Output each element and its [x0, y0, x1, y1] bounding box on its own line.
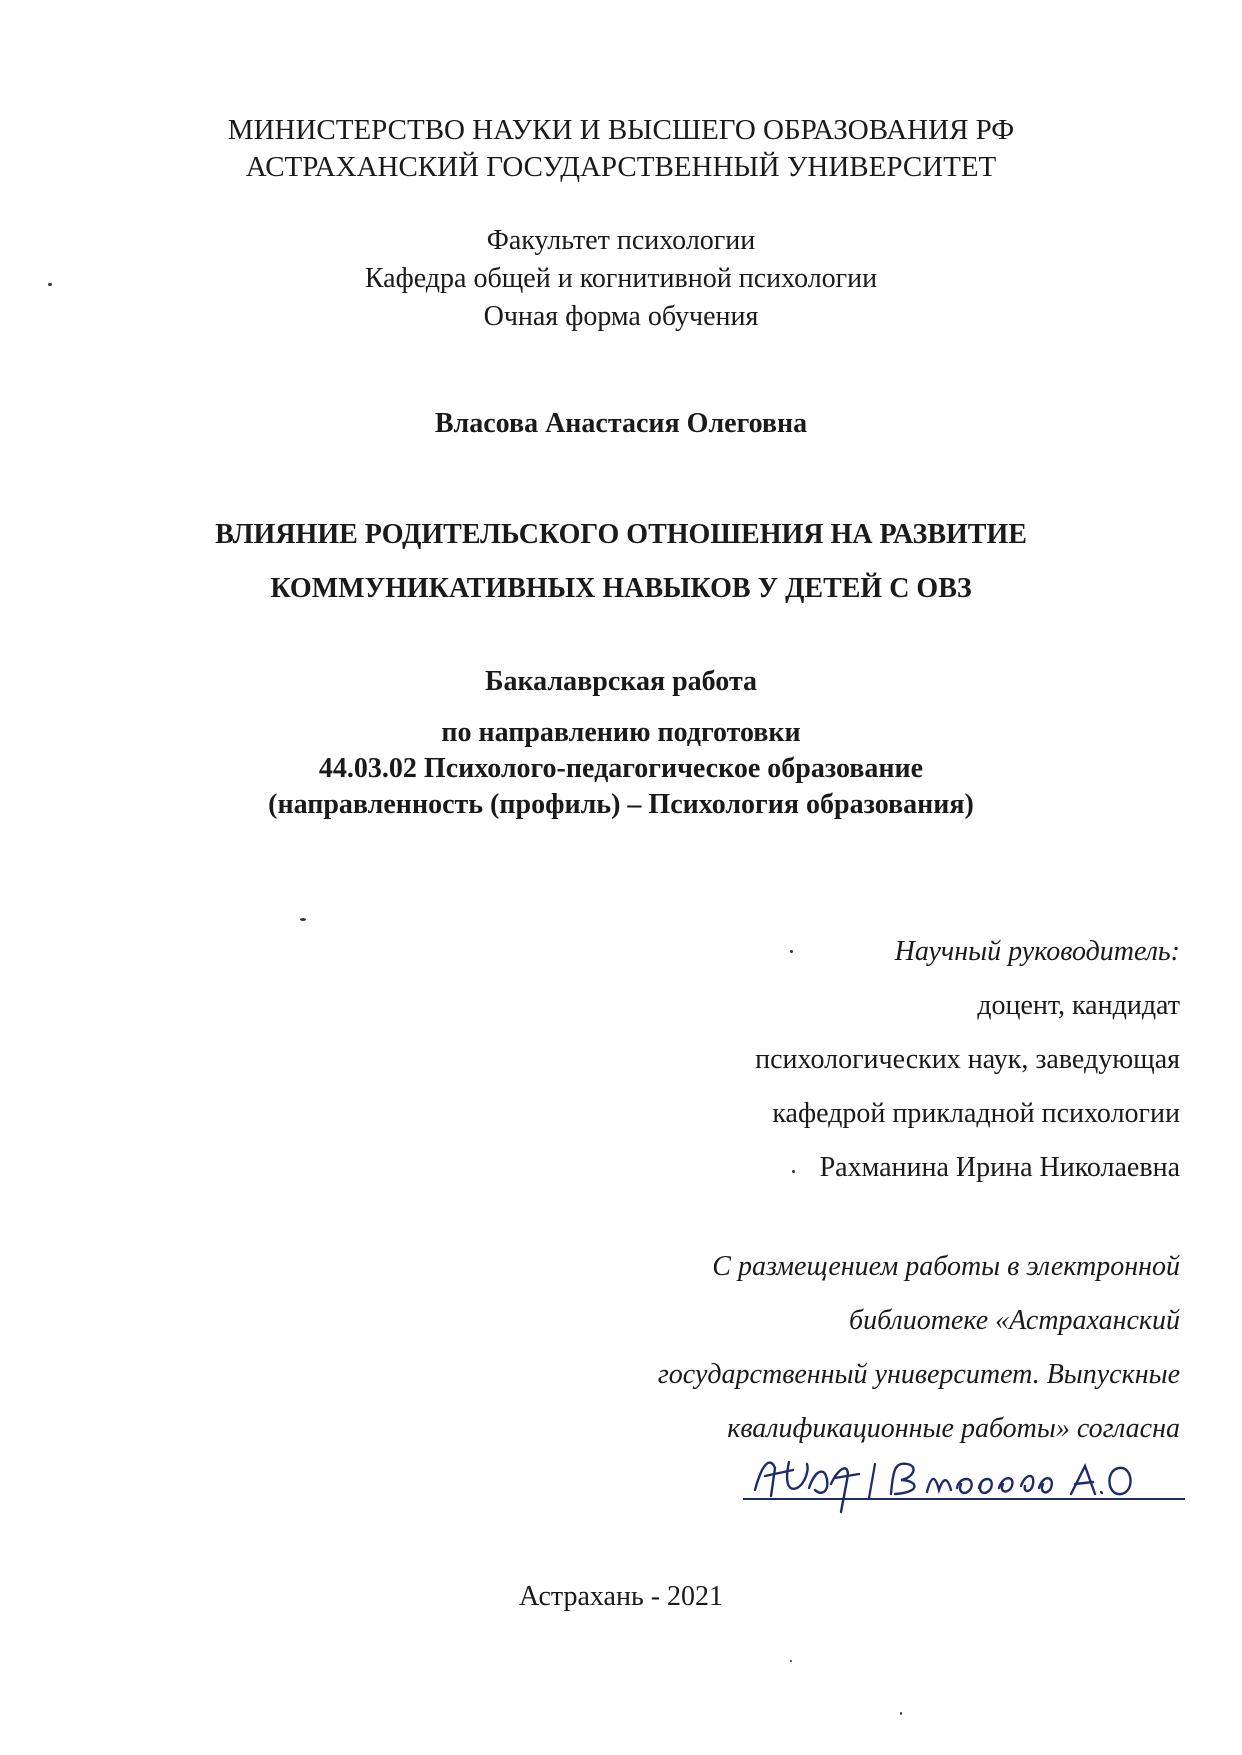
signature-surname	[891, 1464, 1052, 1494]
thesis-title	[0, 508, 1242, 616]
study-form: Очная форма обучения	[483, 301, 759, 332]
thesis-title-line-1: ВЛИЯНИЕ РОДИТЕЛЬСКОГО ОТНОШЕНИЯ НА РАЗВИТИЕ	[215, 519, 1027, 550]
direction-line-2: 44.03.02 Психолого-педагогическое образование	[318, 753, 924, 784]
work-type: Бакалаврская работа	[484, 666, 758, 697]
city-year-footer	[0, 1578, 1242, 1615]
supervisor-name: Рахманина Ирина Николаевна	[819, 1152, 1180, 1183]
author-block	[0, 405, 1242, 442]
city-year: Астрахань - 2021	[518, 1581, 724, 1612]
author-name: Власова Анастасия Олеговна	[434, 408, 808, 439]
consent-line-2: библиотеке «Астраханский	[849, 1305, 1180, 1336]
handwritten-signature	[735, 1440, 1185, 1520]
consent-line-3: государственный университет. Выпускные	[657, 1359, 1180, 1390]
signature-given-initials	[1071, 1466, 1131, 1494]
scan-speck	[790, 1660, 792, 1662]
signature-separator	[869, 1464, 875, 1498]
consent-line-4: квалификационные работы» согласна	[727, 1413, 1180, 1444]
ministry-name: МИНИСТЕРСТВО НАУКИ И ВЫСШЕГО ОБРАЗОВАНИЯ РФ	[227, 114, 1015, 146]
thesis-title-line-2: КОММУНИКАТИВНЫХ НАВЫКОВ У ДЕТЕЙ С ОВЗ	[270, 573, 972, 604]
scan-speck	[790, 950, 793, 953]
university-name: АСТРАХАНСКИЙ ГОСУДАРСТВЕННЫЙ УНИВЕРСИТЕТ	[245, 151, 997, 183]
direction-line-1: по направлению подготовки	[441, 717, 801, 748]
scan-speck	[792, 1170, 795, 1173]
direction-block	[0, 715, 1242, 823]
faculty-block	[0, 222, 1242, 336]
institution-header	[0, 112, 1242, 186]
scan-speck	[300, 918, 306, 921]
faculty-name: Факультет психологии	[486, 225, 756, 256]
signature-initials	[755, 1462, 859, 1512]
supervisor-line-1: доцент, кандидат	[977, 990, 1180, 1021]
department-name: Кафедра общей и когнитивной психологии	[364, 263, 878, 294]
scan-speck	[48, 283, 52, 286]
supervisor-line-3: кафедрой прикладной психологии	[772, 1098, 1180, 1129]
supervisor-line-2: психологических наук, заведующая	[755, 1044, 1180, 1075]
direction-line-3: (направленность (профиль) – Психология образования)	[268, 789, 974, 820]
consent-block	[480, 1240, 1180, 1456]
scan-speck	[900, 1712, 902, 1715]
supervisor-block	[480, 925, 1180, 1195]
work-type-block	[0, 663, 1242, 700]
supervisor-label: Научный руководитель:	[894, 936, 1180, 967]
consent-line-1: С размещением работы в электронной	[712, 1251, 1180, 1282]
